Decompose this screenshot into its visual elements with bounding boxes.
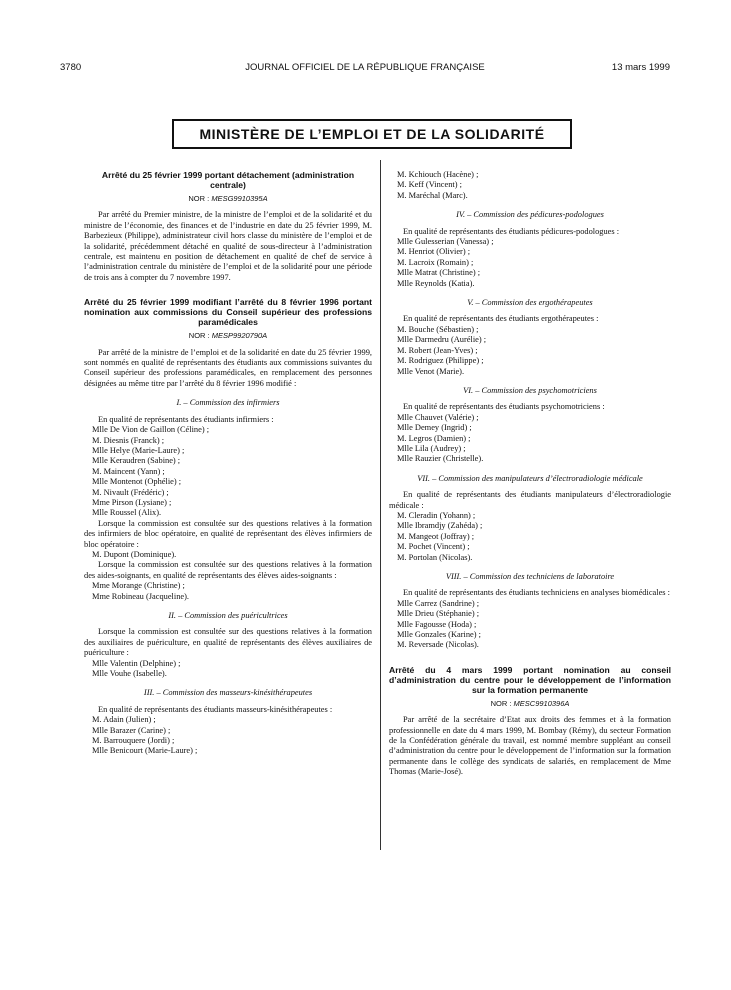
section-5-intro: En qualité de représentants des étudiants ergothérapeutes :: [403, 314, 599, 324]
nor-label: NOR :: [188, 194, 210, 203]
list-item: Mlle Venot (Marie).: [397, 366, 465, 376]
list-item: M. Dupont (Dominique).: [92, 549, 177, 559]
list-item: M. Portolan (Nicolas).: [397, 552, 473, 562]
page-number: 3780: [60, 62, 82, 73]
section-1-aides-para: Lorsque la commission est consultée sur des questions relatives à la formation des aides-soignants, en qualité de représentants des élèves aides-soignants :: [84, 560, 372, 580]
list-item: Mlle Benicourt (Marie-Laure) ;: [92, 746, 198, 756]
list-item: Mlle Helye (Marie-Laure) ;: [92, 445, 185, 455]
list-item: M. Barrouquere (Jordi) ;: [92, 736, 175, 746]
section-title-text: V. – Commission des ergothérapeutes: [467, 298, 593, 308]
article-3-title: Arrêté du 4 mars 1999 portant nomination au conseil d’administration du centre pour le développement de l’information sur la formation permanente: [389, 664, 671, 695]
list-item: Mlle Vouhe (Isabelle).: [92, 669, 167, 679]
list-item: Mlle Roussel (Alix).: [92, 508, 162, 518]
list-item: M. Maréchal (Marc).: [397, 190, 468, 200]
list-item: Mlle Gulesserian (Vanessa) ;: [397, 237, 494, 247]
list-item: M. Adain (Julien) ;: [92, 715, 156, 725]
list-item: M. Cleradin (Yohann) ;: [397, 510, 476, 520]
ministry-title: MINISTÈRE DE L’EMPLOI ET DE LA SOLIDARITÉ: [199, 126, 545, 142]
article-2-nor: [84, 331, 372, 341]
list-item: Mlle Rauzier (Christelle).: [397, 454, 484, 464]
list-item: Mlle Gonzales (Karine) ;: [397, 630, 481, 640]
section-title-text: IV. – Commission des pédicures-podologues: [456, 210, 604, 220]
left-column: [84, 170, 372, 757]
list-item: Mlle De Vion de Gaillon (Céline) ;: [92, 425, 210, 435]
article-1-title: Arrêté du 25 février 1999 portant détachement (administration centrale): [101, 170, 355, 190]
list-item: M. Maincent (Yann) ;: [92, 466, 165, 476]
article-1-nor: [84, 194, 372, 204]
section-7-title: [389, 474, 671, 484]
list-item: Mme Pirson (Lysiane) ;: [92, 497, 172, 507]
list-item: M. Legros (Damien) ;: [397, 433, 471, 443]
section-5-title: [389, 298, 671, 308]
section-1-intro: En qualité de représentants des étudiants infirmiers :: [98, 414, 274, 424]
section-title-text: I. – Commission des infirmiers: [176, 398, 280, 408]
section-7-intro: En qualité de représentants des étudiants manipulateurs d’électroradiologie médicale :: [389, 490, 671, 510]
list-item: M. Pochet (Vincent) ;: [397, 542, 470, 552]
journal-title: JOURNAL OFFICIEL DE LA RÉPUBLIQUE FRANÇAISE: [245, 62, 485, 73]
section-title-text: VII. – Commission des manipulateurs d’électroradiologie médicale: [417, 473, 643, 483]
list-item: M. Robert (Jean-Yves) ;: [397, 345, 478, 355]
section-title-text: VIII. – Commission des techniciens de laboratoire: [445, 572, 615, 581]
list-item: Mlle Keraudren (Sabine) ;: [92, 456, 181, 466]
ministry-banner: [172, 119, 572, 149]
list-item: Mlle Fagousse (Hoda) ;: [397, 619, 477, 629]
list-item: Mlle Carrez (Sandrine) ;: [397, 598, 480, 608]
list-item: M. Nivault (Frédéric) ;: [92, 487, 169, 497]
page-header: [60, 62, 670, 76]
nor-label: NOR :: [188, 331, 210, 341]
issue-date: 13 mars 1999: [611, 62, 670, 73]
section-title-text: II. – Commission des puéricultrices: [168, 611, 288, 620]
section-2-para: Lorsque la commission est consultée sur des questions relatives à la formation des auxiliaires de puériculture, en qualité de représentants des élèves auxiliaires de puériculture :: [84, 627, 372, 658]
section-title-text: VI. – Commission des psychomotriciens: [463, 385, 597, 395]
section-3-intro: En qualité de représentants des étudiants masseurs-kinésithérapeutes :: [98, 704, 333, 714]
section-2-title: [84, 611, 372, 621]
list-item: M. Lacroix (Romain) ;: [397, 257, 474, 267]
list-item: M. Kchiouch (Hacène) ;: [397, 170, 479, 179]
article-1-body: Par arrêté du Premier ministre, de la ministre de l’emploi et de la solidarité et du ministre de l’économie, des finances et de l’industrie en date du 25 février 1999, M. Barbezieux (Philippe), administrateur civil hors classe du ministère de l’emploi et de la solidarité, précédemment détaché en qualité de sous-directeur à l’administration centrale, est maintenu en position de détachement en qualité de chef de service à l’administration centrale du ministère de l’emploi et de la solidarité pour une période de trois ans à compter du 7 novembre 1997.: [84, 210, 372, 282]
list-item: Mlle Reynolds (Katia).: [397, 278, 475, 288]
list-item: M. Mangeot (Joffray) ;: [397, 531, 475, 541]
section-6-intro: En qualité de représentants des étudiants psychomotriciens :: [403, 402, 605, 412]
section-3-title: [84, 688, 372, 698]
list-item: Mlle Darmedru (Aurélie) ;: [397, 335, 487, 345]
section-4-title: [389, 210, 671, 220]
list-item: Mlle Drieu (Stéphanie) ;: [397, 609, 480, 619]
list-item: Mlle Demey (Ingrid) ;: [397, 423, 472, 433]
list-item: M. Rodriguez (Philippe) ;: [397, 356, 484, 366]
nor-label: NOR :: [490, 698, 512, 708]
section-title-text: III. – Commission des masseurs-kinésithérapeutes: [143, 688, 313, 698]
list-item: M. Reversade (Nicolas).: [397, 640, 479, 650]
list-item: Mme Robineau (Jacqueline).: [92, 591, 189, 601]
column-divider: [380, 160, 381, 850]
section-8-intro: En qualité de représentants des étudiants techniciens en analyses biomédicales :: [403, 588, 670, 598]
list-item: Mlle Valentin (Delphine) ;: [92, 658, 181, 668]
nor-code: MESP9920790A: [211, 331, 268, 341]
section-8-title: [389, 572, 671, 582]
list-item: Mme Morange (Christine) ;: [92, 581, 185, 591]
article-2-title: Arrêté du 25 février 1999 modifiant l’arrêté du 8 février 1996 portant nomination aux commissions du Conseil supérieur des professions paramédicales: [84, 297, 372, 328]
list-item: M. Bouche (Sébastien) ;: [397, 324, 479, 334]
list-item: Mlle Lila (Audrey) ;: [397, 443, 466, 453]
list-item: M. Diesnis (Franck) ;: [92, 435, 165, 445]
list-item: M. Keff (Vincent) ;: [397, 180, 462, 190]
nor-code: MESG9910395A: [211, 194, 268, 203]
article-3-nor: [389, 699, 671, 709]
section-6-title: [389, 386, 671, 396]
section-4-intro: En qualité de représentants des étudiants pédicures-podologues :: [403, 226, 620, 236]
article-2-body: Par arrêté de la ministre de l’emploi et de la solidarité en date du 25 février 1999, sont nommés en qualité de représentants des étudiants aux commissions suivantes du Conseil supérieur des professions paramédicales, en remplacement des personnes désignées au même titre par l’arrêté du 8 février 1996 modifié :: [84, 347, 372, 388]
nor-code: MESC9910396A: [513, 698, 570, 708]
list-item: Mlle Matrat (Christine) ;: [397, 268, 481, 278]
list-item: Mlle Barazer (Carine) ;: [92, 725, 171, 735]
list-item: M. Henriot (Olivier) ;: [397, 247, 471, 257]
section-1-bloc-para: Lorsque la commission est consultée sur des questions relatives à la formation des infirmiers de bloc opératoire, en qualité de représentant des élèves infirmiers de bloc opératoire :: [84, 518, 372, 549]
list-item: Mlle Ibramdjy (Zahéda) ;: [397, 521, 483, 531]
list-item: Mlle Chauvet (Valérie) ;: [397, 412, 479, 422]
article-3-body: Par arrêté de la secrétaire d’Etat aux droits des femmes et à la formation professionnelle en date du 4 mars 1999, M. Bombay (Rémy), du secteur Formation de la Confédération générale du travail, est nommé membre suppléant au conseil d’administration du centre pour le développement de l’information sur la formation permanente dans le collège des syndicats de salariés, en remplacement de Mme Thomas (Marie-José).: [389, 715, 671, 777]
list-item: Mlle Montenot (Ophélie) ;: [92, 477, 182, 487]
section-1-title: [84, 398, 372, 408]
right-column: [389, 170, 671, 778]
